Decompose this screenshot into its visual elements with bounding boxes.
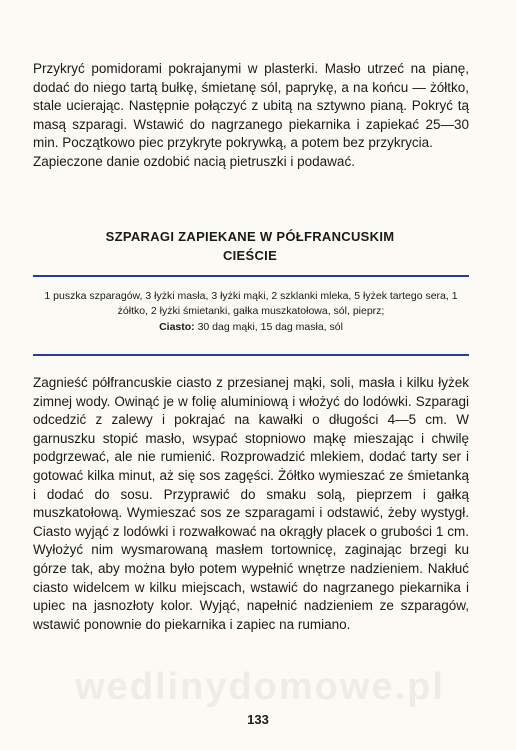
dough-ingredients bbox=[33, 320, 469, 335]
intro-paragraph: Przykryć pomidorami pokrajanymi w plasterki. Masło utrzeć na pianę, dodać do niego tartą bułkę, śmietanę sól, paprykę, a na końcu — żółtko, stale ucierając. Następnie połączyć z ubitą na sztywno pianą. Pokryć tą masą szparagi. Wstawić do nagrzanego piekarnika i zapiekać 25—30 min. Początkowo piec przykryte pokrywką, a potem bez przykrycia. bbox=[33, 61, 469, 151]
intro-text bbox=[33, 60, 469, 172]
ingredients-list bbox=[33, 289, 469, 335]
recipe-title-line: SZPARAGI ZAPIEKANE W PÓŁFRANCUSKIM bbox=[105, 229, 395, 244]
page-number: 133 bbox=[247, 712, 269, 727]
divider-bottom bbox=[33, 354, 469, 356]
method-text bbox=[33, 374, 469, 634]
dough-text: 30 dag mąki, 15 dag masła, sól bbox=[197, 320, 343, 333]
dough-label: Ciasto: bbox=[159, 320, 195, 333]
recipe-title-line: CIEŚCIE bbox=[222, 248, 278, 263]
method-paragraph: Zagnieść półfrancuskie ciasto z przesianej mąki, soli, masła i kilku łyżek zimnej wody. Owinąć je w folię aluminiową i włożyć do lodówki. Szparagi odcedzić z zalewy i pokrajać na kawałki o długości 4—5 cm. W garnuszku stopić masło, wsypać stopniowo mąkę mieszając i chwilę podgrzewać, ale nie rumienić. Rozprowadzić mlekiem, dodać tarty ser i gotować kilka minut, aż się sos zagęści. Żółtko wymieszać ze śmietanką i dodać do sosu. Przyprawić do smaku solą, pieprzem i gałką muszkatołową. Wymieszać sos ze szparagami i odstawić, żeby wystygł. Ciasto wyjąć z lodówki i rozwałkować na okrągły placek o grubości 1 cm. Wyłożyć nim wysmarowaną masłem tortownicę, zaginając brzegi ku górze tak, aby można było potem wypełnić wnętrze nadzieniem. Nakłuć ciasto widelcem w kilku miejscach, wstawić do nagrzanego piekarnika i upiec na jasnozłoty kolor. Wyjąć, napełnić nadzieniem ze szparagów, wstawić ponownie do piekarnika i zapiec na rumiano. bbox=[33, 375, 469, 632]
ingredients-text: 1 puszka szparagów, 3 łyżki masła, 3 łyżki mąki, 2 szklanki mleka, 5 łyżek tartego sera, 1 żółtko, 2 łyżki śmietanki, gałka muszkatołowa, sól, pieprz; bbox=[44, 290, 458, 318]
recipe-title bbox=[30, 227, 470, 265]
intro-paragraph-serving: Zapieczone danie ozdobić nacią pietruszki i podawać. bbox=[33, 153, 355, 169]
divider-top bbox=[33, 275, 469, 277]
watermark: wedlinydomowe.pl bbox=[75, 666, 445, 708]
